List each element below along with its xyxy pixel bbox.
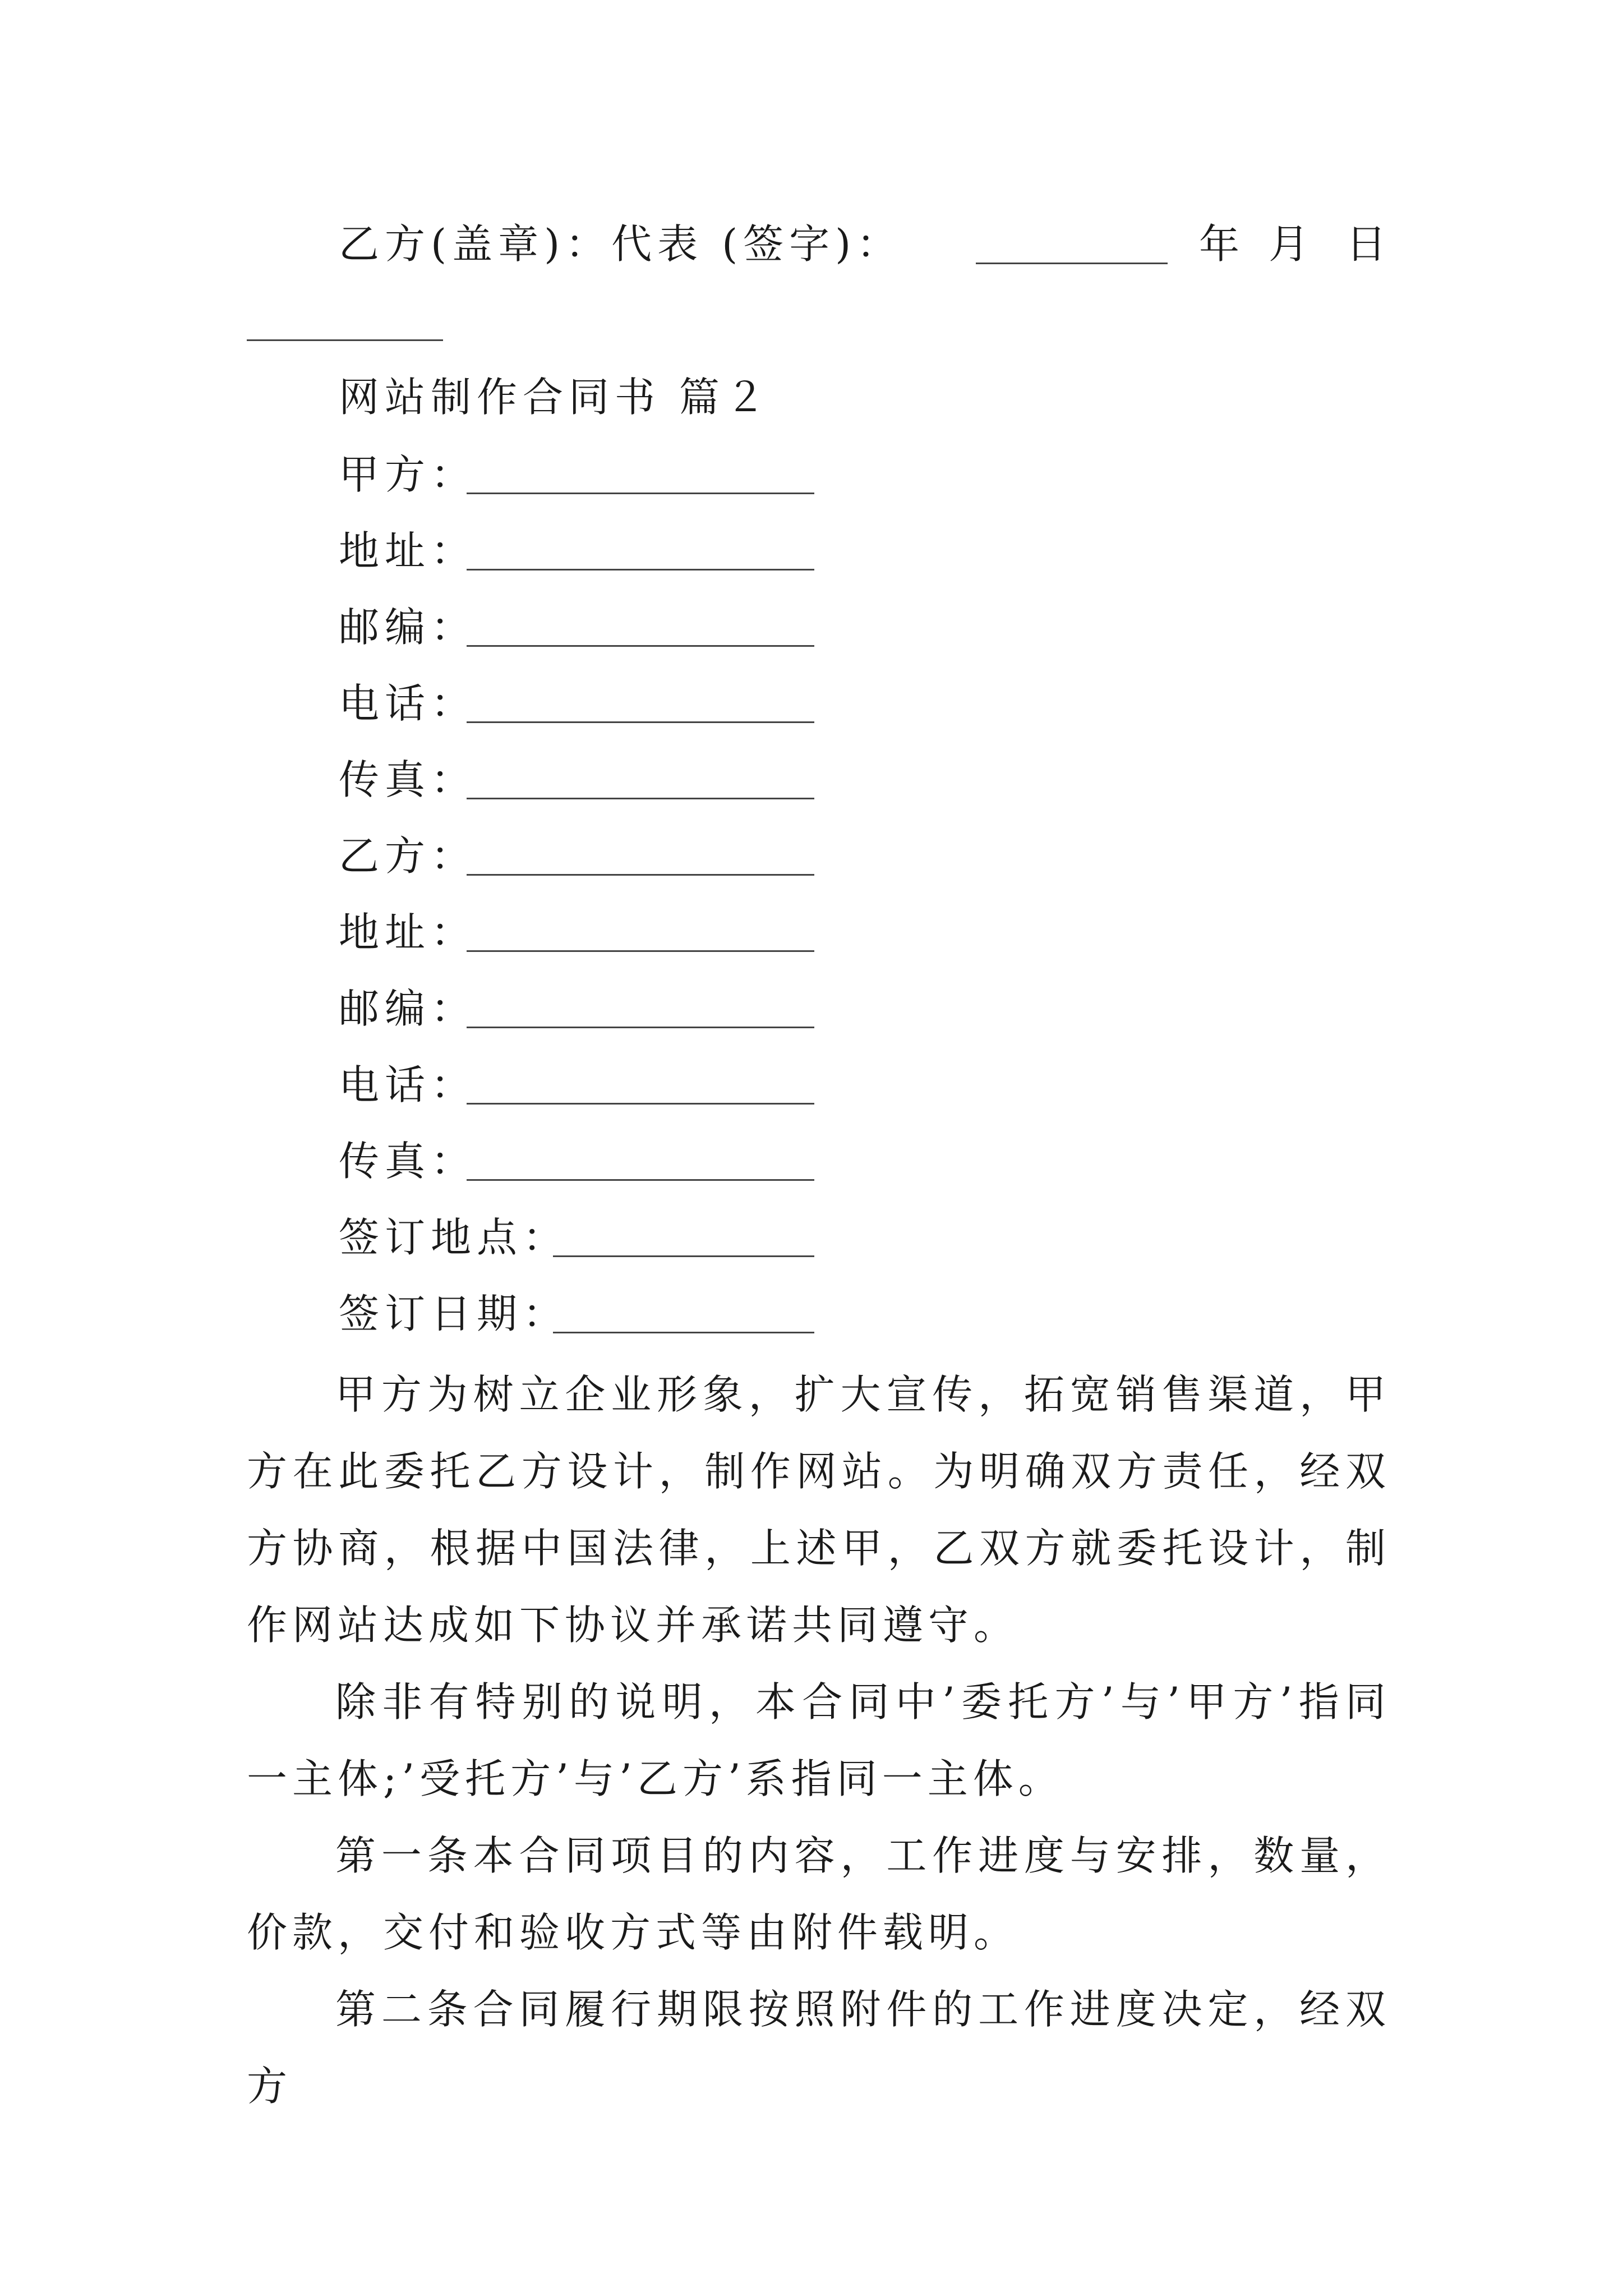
field-party-b-phone: [339, 1057, 477, 1113]
field-blank[interactable]: [553, 1255, 814, 1257]
field-label: 传真：: [339, 1138, 477, 1185]
field-party-b-postcode: [339, 981, 477, 1037]
date-day-label: 日: [1346, 220, 1393, 268]
field-party-a: [339, 447, 477, 503]
field-label: 邮编：: [339, 985, 477, 1032]
field-party-a-postcode: [339, 599, 477, 655]
field-party-a-fax: [339, 752, 477, 808]
date-month: [1269, 216, 1315, 272]
field-label: 签订地点：: [339, 1214, 569, 1261]
field-party-b-fax: [339, 1133, 477, 1189]
field-blank[interactable]: [467, 1179, 814, 1181]
field-signing-date: [339, 1286, 569, 1342]
section-title-text: 网站制作合同书 篇２: [339, 374, 771, 421]
field-blank[interactable]: [467, 493, 814, 494]
field-blank[interactable]: [553, 1332, 814, 1333]
field-label: 地址：: [339, 909, 477, 956]
field-party-a-address: [339, 523, 477, 579]
paragraph-text: 第二条合同履行期限按照附件的工作进度决定，经双方: [247, 1986, 1391, 2110]
field-label: 地址：: [339, 527, 477, 574]
date-year-label: 年: [1199, 220, 1246, 268]
signature-label: 乙方(盖章)：代表 (签字)：: [339, 220, 903, 268]
paragraph-text: 第一条本合同项目的内容，工作进度与安排，数量，价款，交付和验收方式等由附件载明。: [247, 1832, 1391, 1956]
field-label: 传真：: [339, 756, 477, 803]
date-day: [1346, 216, 1392, 272]
field-blank[interactable]: [467, 645, 814, 647]
field-label: 乙方：: [339, 832, 477, 880]
body-paragraph: [247, 1356, 1391, 1664]
field-label: 邮编：: [339, 604, 477, 651]
field-blank[interactable]: [467, 874, 814, 876]
field-blank[interactable]: [467, 1103, 814, 1105]
field-label: 甲方：: [339, 451, 477, 498]
field-label: 电话：: [339, 680, 477, 727]
signature-blank: [976, 263, 1168, 264]
paragraph-text: 除非有特别的说明，本合同中’委托方’与’甲方’指同一主体;’受托方’与’乙方’系指同一主体。: [247, 1678, 1391, 1802]
date-month-label: 月: [1269, 220, 1315, 268]
body-paragraph: [247, 1818, 1391, 1971]
field-blank[interactable]: [467, 1027, 814, 1028]
field-blank[interactable]: [467, 721, 814, 723]
section-title: [339, 369, 771, 425]
field-label: 签订日期：: [339, 1290, 569, 1337]
field-party-b: [339, 828, 477, 884]
paragraph-text: 甲方为树立企业形象，扩大宣传，拓宽销售渠道，甲方在此委托乙方设计，制作网站。为明确双方责任，经双方协商，根据中国法律，上述甲，乙双方就委托设计，制作网站达成如下协议并承诺共同遵守。: [247, 1371, 1391, 1649]
signature-line: [339, 216, 902, 272]
field-party-b-address: [339, 904, 477, 960]
field-party-a-phone: [339, 675, 477, 731]
field-label: 电话：: [339, 1061, 477, 1108]
body-paragraph: [247, 1971, 1391, 2125]
body-paragraph: [247, 1664, 1391, 1818]
field-blank[interactable]: [467, 950, 814, 952]
field-blank[interactable]: [467, 569, 814, 570]
signature-continuation-blank: [247, 339, 443, 341]
field-blank[interactable]: [467, 798, 814, 799]
date-year: [1199, 216, 1245, 272]
field-signing-place: [339, 1209, 569, 1266]
